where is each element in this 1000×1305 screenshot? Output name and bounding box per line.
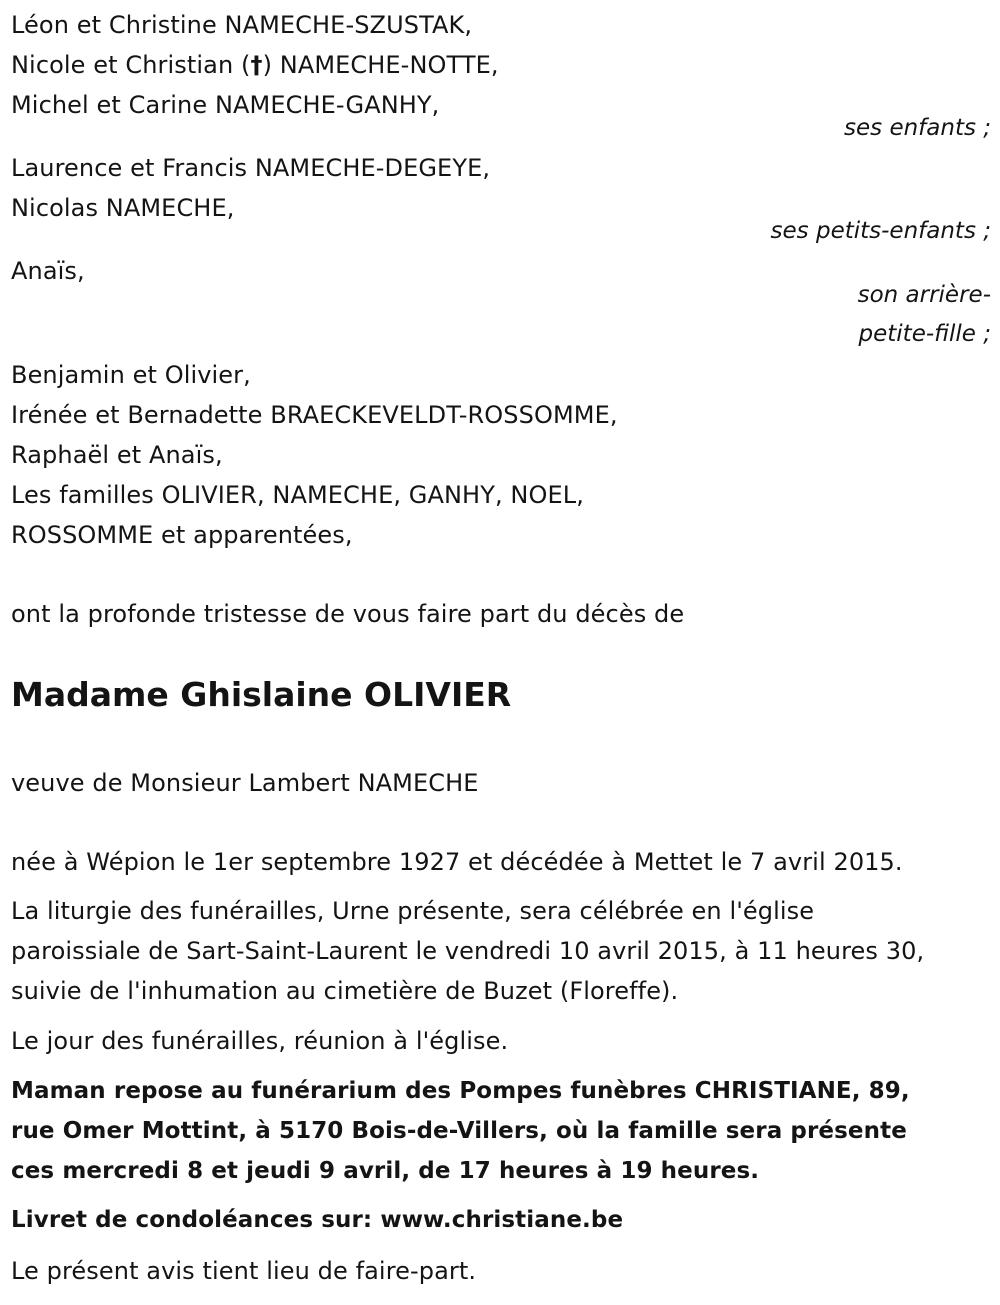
deceased-name: Madame Ghislaine OLIVIER: [11, 675, 512, 714]
family-line: Les familles OLIVIER, NAMECHE, GANHY, NOEL,: [11, 481, 584, 509]
funerarium-block: [11, 1071, 991, 1191]
children-block: [11, 5, 991, 125]
family-line: Léon et Christine NAMECHE-SZUSTAK,: [11, 11, 473, 39]
announcement: ont la profonde tristesse de vous faire part du décès de: [11, 600, 685, 628]
family-line-text: ) NAMECHE-NOTTE,: [262, 51, 499, 79]
family-line: Anaïs,: [11, 257, 85, 285]
family-line: Laurence et Francis NAMECHE-DEGEYE,: [11, 154, 491, 182]
liturgy-line: La liturgie des funérailles, Urne présente, sera célébrée en l'église: [11, 897, 815, 925]
funerarium-line: Maman repose au funérarium des Pompes funèbres CHRISTIANE, 89,: [11, 1078, 910, 1104]
family-line: ROSSOMME et apparentées,: [11, 521, 353, 549]
family-line-text: Nicole et Christian (: [11, 51, 251, 79]
funerarium-line: rue Omer Mottint, à 5170 Bois-de-Villers, où la famille sera présente: [11, 1118, 907, 1144]
family-line: [11, 45, 991, 85]
funerarium-line: ces mercredi 8 et jeudi 9 avril, de 17 heures à 19 heures.: [11, 1158, 760, 1184]
condolences: Livret de condoléances sur: www.christiane.be: [11, 1207, 624, 1233]
liturgy-line: suivie de l'inhumation au cimetière de Buzet (Floreffe).: [11, 977, 679, 1005]
family-line: Raphaël et Anaïs,: [11, 441, 223, 469]
family-line: Irénée et Bernadette BRAECKEVELDT-ROSSOMME,: [11, 401, 618, 429]
meeting: Le jour des funérailles, réunion à l'église.: [11, 1027, 509, 1055]
role-great-grandchild-line1: son arrière-: [857, 282, 991, 308]
birth-death: née à Wépion le 1er septembre 1927 et décédée à Mettet le 7 avril 2015.: [11, 848, 903, 876]
family-line: Nicolas NAMECHE,: [11, 194, 235, 222]
liturgy-block: [11, 891, 991, 1011]
family-line: Michel et Carine NAMECHE-GANHY,: [11, 91, 440, 119]
others-block: [11, 355, 991, 555]
closing: Le présent avis tient lieu de faire-part.: [11, 1257, 477, 1285]
role-grandchildren: ses petits-enfants ;: [770, 218, 991, 244]
widow-of: veuve de Monsieur Lambert NAMECHE: [11, 769, 479, 797]
role-great-grandchild-line2: petite-fille ;: [858, 321, 991, 347]
dagger-icon: †: [250, 51, 263, 79]
liturgy-line: paroissiale de Sart-Saint-Laurent le vendredi 10 avril 2015, à 11 heures 30,: [11, 937, 925, 965]
role-children: ses enfants ;: [844, 115, 991, 141]
family-line: Benjamin et Olivier,: [11, 361, 251, 389]
